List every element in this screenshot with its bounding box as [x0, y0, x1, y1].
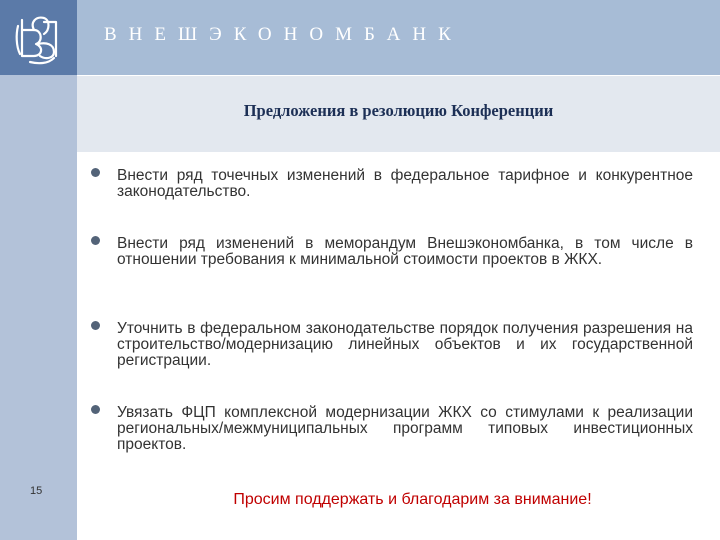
bullet-item-1: Внести ряд точечных изменений в федеральное тарифное и конкурентное законодательство.	[117, 167, 693, 200]
veb-monogram-icon	[0, 0, 77, 75]
bullet-item-2: Внести ряд изменений в меморандум Внешэкономбанка, в том числе в отношении требования к минимальной стоимости проектов в ЖКХ.	[117, 235, 693, 268]
slide-number: 15	[30, 485, 43, 497]
page-title: Предложения в резолюцию Конференции	[243, 101, 554, 120]
bullet-item-4: Увязать ФЦП комплексной модернизации ЖКХ со стимулами к реализации региональных/межмуниципальных программ типовых инвестиционных проектов.	[117, 404, 693, 453]
bank-logo	[0, 0, 77, 75]
bullet-icon	[91, 405, 100, 414]
closing-message: Просим поддержать и благодарим за внимание!	[233, 491, 592, 508]
bullet-icon	[91, 168, 100, 177]
bank-name: ВНЕШЭКОНОМБАНК	[104, 24, 463, 45]
bullet-icon	[91, 236, 100, 245]
bullet-icon	[91, 321, 100, 330]
bullet-item-3: Уточнить в федеральном законодательстве порядок получения разрешения на строительство/модернизацию линейных объектов и их государственной регистрации.	[117, 320, 693, 369]
left-sidebar-strip	[0, 0, 77, 540]
header-divider	[77, 75, 720, 76]
